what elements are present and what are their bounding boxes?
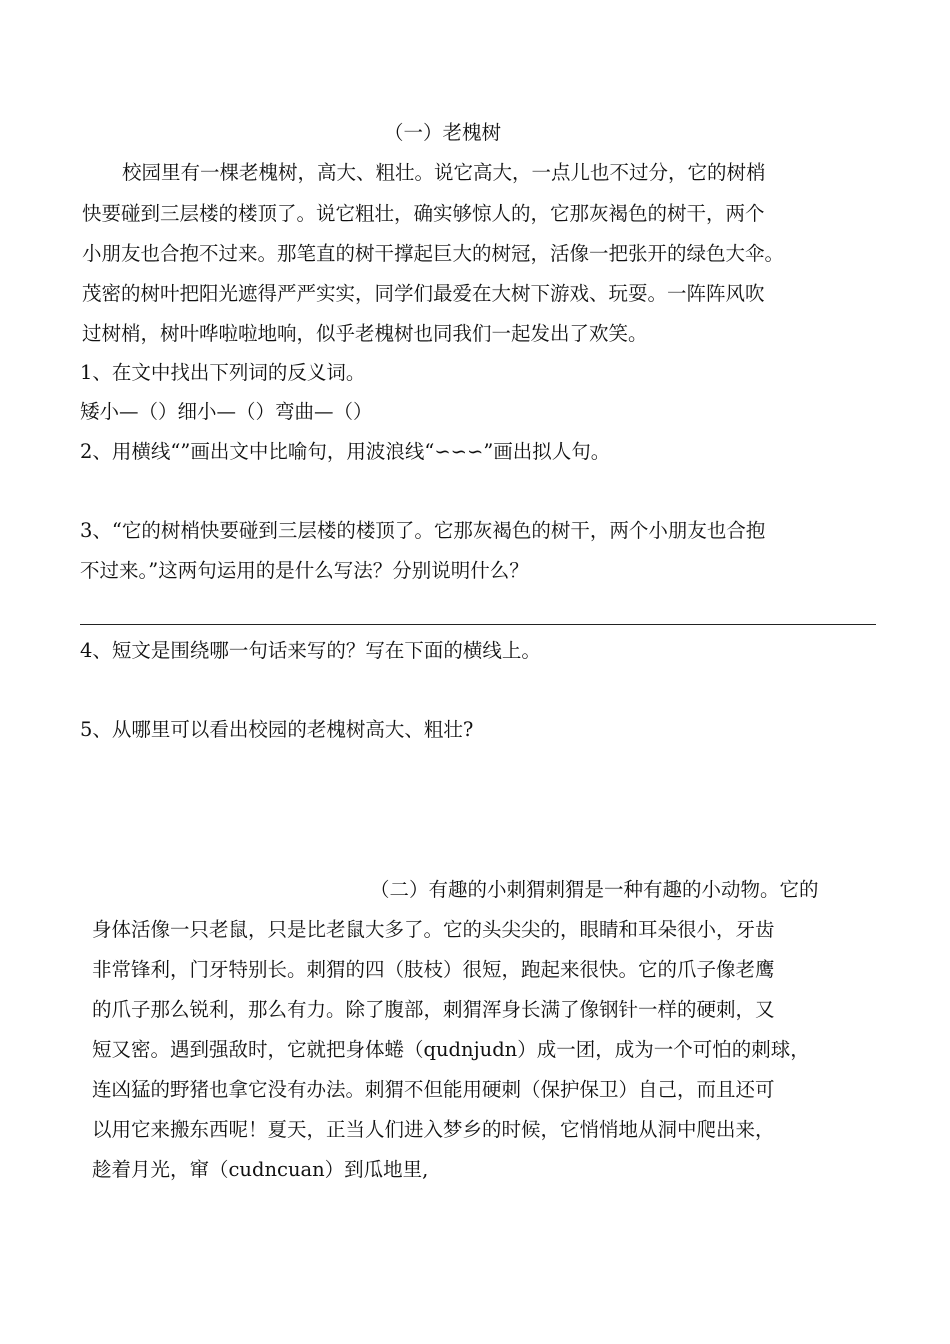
question-2: 2、用横线“”画出文中比喻句，用波浪线“∽∽∽”画出拟人句。 [80,440,611,463]
paragraph-line: 的爪子那么锐利，那么有力。除了腹部，刺猬浑身长满了像钢针一样的硬刺，又 [92,998,775,1021]
paragraph-line: 校园里有一棵老槐树，高大、粗壮。说它高大，一点儿也不过分，它的树梢 [122,161,766,184]
paragraph-line: 趁着月光，窜（cudncuan）到瓜地里, [92,1158,429,1181]
paragraph-line: 茂密的树叶把阳光遮得严严实实，同学们最爱在大树下游戏、玩耍。一阵阵风吹 [82,282,765,305]
paragraph-line: 以用它来搬东西呢！夏天，正当人们进入梦乡的时候，它悄悄地从洞中爬出来， [92,1118,775,1141]
section-title: （一）老槐树 [384,121,502,144]
paragraph-line: 连凶猛的野猪也拿它没有办法。刺猬不但能用硬刺（保护保卫）自己，而且还可 [92,1078,775,1101]
paragraph-line: （二）有趣的小刺猬刺猬是一种有趣的小动物。它的 [370,878,819,901]
question-1: 1、在文中找出下列词的反义词。 [80,361,366,384]
question-1-words: 矮小—（）细小—（）弯曲—（） [80,400,373,423]
paragraph-line: 身体活像一只老鼠，只是比老鼠大多了。它的头尖尖的，眼睛和耳朵很小，牙齿 [92,918,775,941]
paragraph-line: 小朋友也合抱不过来。那笔直的树干撑起巨大的树冠，活像一把张开的绿色大伞。 [82,242,785,265]
paragraph-line: 快要碰到三层楼的楼顶了。说它粗壮，确实够惊人的，它那灰褐色的树干，两个 [82,202,765,225]
paragraph-line: 短又密。遇到强敌时，它就把身体蜷（qudnjudn）成一团，成为一个可怕的刺球， [92,1038,810,1061]
paragraph-line: 过树梢，树叶哗啦啦地响，似乎老槐树也同我们一起发出了欢笑。 [82,322,648,345]
question-3-line-1: 3、“它的树梢快要碰到三层楼的楼顶了。它那灰褐色的树干，两个小朋友也合抱 [80,519,766,542]
question-5: 5、从哪里可以看出校园的老槐树高大、粗壮? [80,718,474,741]
question-3-line-2: 不过来。”这两句运用的是什么写法？分别说明什么？ [80,559,529,582]
answer-line [80,624,876,625]
question-4: 4、短文是围绕哪一句话来写的？写在下面的横线上。 [80,639,541,662]
paragraph-line: 非常锋利，门牙特别长。刺猬的四（肢枝）很短，跑起来很快。它的爪子像老鹰 [92,958,775,981]
